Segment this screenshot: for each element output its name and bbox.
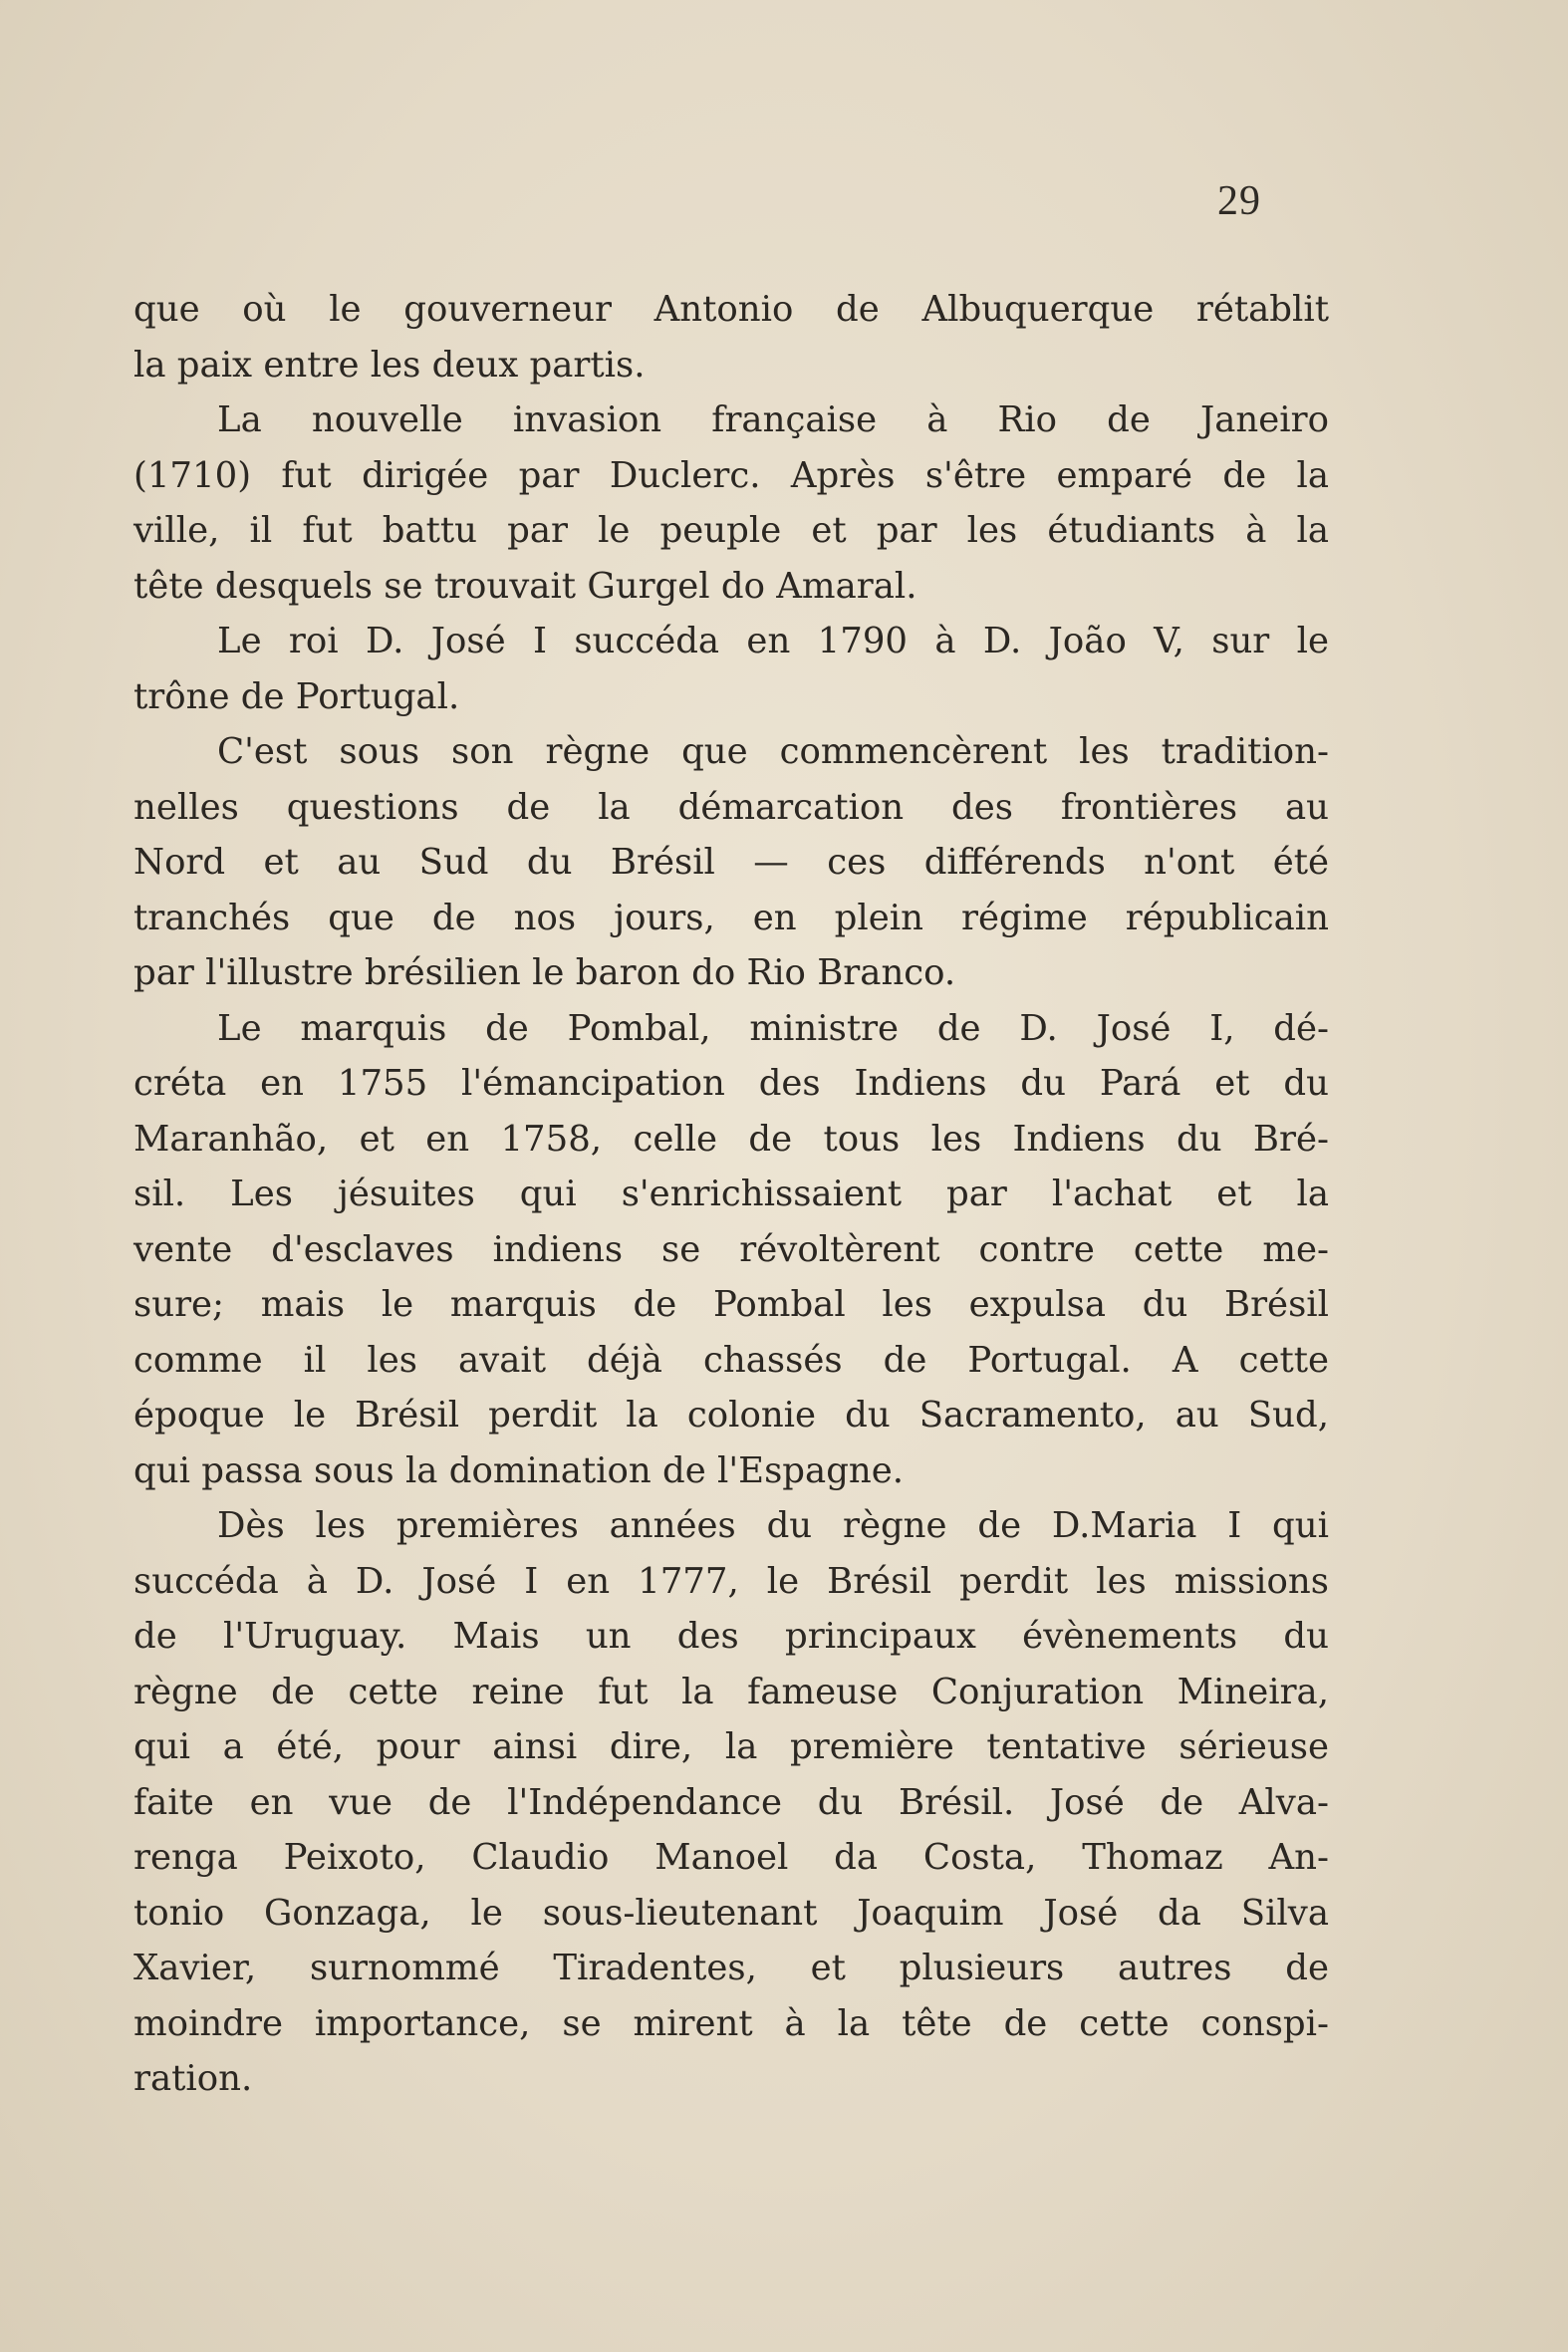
text-line: Nord et au Sud du Brésil — ces différends n'ont été [133, 842, 1329, 883]
text-line: C'est sous son règne que commencèrent les tradition- [217, 731, 1329, 772]
paragraph-4 [133, 724, 1329, 1001]
text-line: sil. Les jésuites qui s'enrichissaient par l'achat et la [133, 1174, 1329, 1214]
text-line: faite en vue de l'Indépendance du Brésil. José de Alva- [133, 1781, 1329, 1823]
text-line: que où le gouverneur Antonio de Albuquerque rétablit [133, 289, 1329, 330]
text-line: Le marquis de Pombal, ministre de D. José I, dé- [217, 1007, 1329, 1049]
text-line: moindre importance, se mirent à la tête de cette conspi- [133, 2002, 1329, 2044]
paragraph-5 [133, 1001, 1329, 1499]
text-line: ville, il fut battu par le peuple et par les étudiants à la [133, 510, 1329, 551]
text-line: la paix entre les deux partis. [133, 344, 646, 386]
text-line: comme il les avait déjà chassés de Portugal. A cette [133, 1339, 1329, 1381]
text-line: qui passa sous la domination de l'Espagne. [133, 1449, 905, 1491]
text-line: de l'Uruguay. Mais un des principaux évènements du [133, 1616, 1329, 1657]
body-text [133, 282, 1329, 2107]
paragraph-6 [133, 1498, 1329, 2107]
text-line: par l'illustre brésilien le baron do Rio Branco. [133, 952, 956, 993]
text-line: (1710) fut dirigée par Duclerc. Après s'être emparé de la [133, 454, 1329, 496]
paragraph-3 [133, 614, 1329, 724]
text-line: Le roi D. José I succéda en 1790 à D. João V, sur le [217, 621, 1329, 661]
text-line: ration. [133, 2058, 253, 2099]
paragraph-1 [133, 282, 1329, 392]
paragraph-2 [133, 392, 1329, 614]
text-line: époque le Brésil perdit la colonie du Sacramento, au Sud, [133, 1395, 1329, 1436]
text-line: sure; mais le marquis de Pombal les expulsa du Brésil [133, 1284, 1329, 1325]
text-line: nelles questions de la démarcation des frontières au [133, 786, 1329, 828]
text-line: tranchés que de nos jours, en plein régime républicain [133, 897, 1329, 938]
text-line: Xavier, surnommé Tiradentes, et plusieurs autres de [133, 1948, 1329, 1988]
text-line: tonio Gonzaga, le sous-lieutenant Joaquim José da Silva [133, 1892, 1329, 1934]
text-line: qui a été, pour ainsi dire, la première tentative sérieuse [133, 1726, 1329, 1767]
text-line: Dès les premières années du règne de D.Maria I qui [217, 1505, 1329, 1546]
text-line: renga Peixoto, Claudio Manoel da Costa, Thomaz An- [133, 1837, 1329, 1878]
text-line: créta en 1755 l'émancipation des Indiens du Pará et du [133, 1063, 1329, 1104]
text-line: trône de Portugal. [133, 675, 460, 717]
text-line: succéda à D. José I en 1777, le Brésil perdit les missions [133, 1560, 1329, 1602]
text-line: règne de cette reine fut la fameuse Conjuration Mineira, [133, 1671, 1329, 1712]
text-line: vente d'esclaves indiens se révoltèrent contre cette me- [133, 1228, 1329, 1270]
text-line: tête desquels se trouvait Gurgel do Amaral. [133, 565, 917, 607]
text-line: La nouvelle invasion française à Rio de Janeiro [217, 399, 1329, 440]
page-number: 29 [1217, 178, 1261, 224]
text-line: Maranhão, et en 1758, celle de tous les Indiens du Bré- [133, 1118, 1329, 1160]
